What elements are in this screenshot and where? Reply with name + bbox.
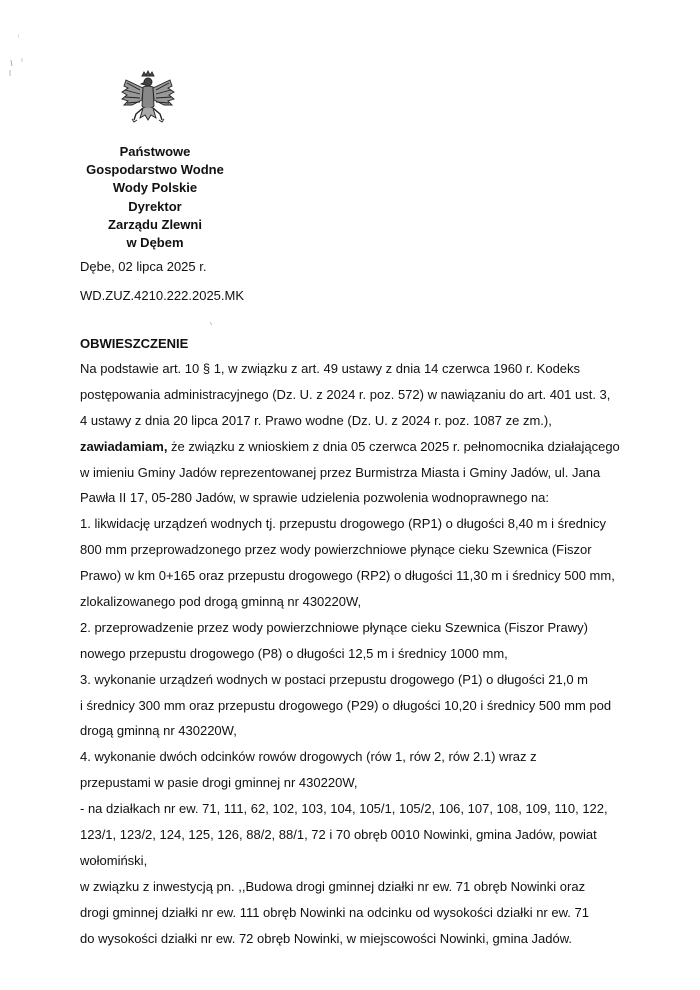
polish-eagle-emblem-icon (118, 70, 178, 140)
reference-number: WD.ZUZ.4210.222.2025.MK (80, 288, 245, 303)
body-line: - na działkach nr ew. 71, 111, 62, 102, 103, 104, 105/1, 105/2, 106, 107, 108, 109, 110, 122, (80, 801, 608, 817)
body-line: drogi gminnej działki nr ew. 111 obręb Nowinki na odcinku od wysokości działki nr ew. 71 (80, 904, 589, 920)
header-line: Państwowe (119, 144, 191, 159)
body-line: w imieniu Gminy Jadów reprezentowanej przez Burmistrza Miasta i Gminy Jadów, ul. Jana (80, 464, 601, 480)
body-line: wołomiński, (80, 852, 148, 868)
body-line: do wysokości działki nr ew. 72 obręb Nowinki, w miejscowości Nowinki, gmina Jadów. (80, 930, 573, 946)
document-body (80, 356, 640, 951)
header-line: Zarządu Zlewni (108, 216, 202, 232)
body-line: w związku z inwestycją pn. ,,Budowa drogi gminnej działki nr ew. 71 obręb Nowinki oraz (80, 878, 586, 894)
body-line: Prawo) w km 0+165 oraz przepustu drogowego (RP2) o długości 11,30 m i średnicy 500 mm, (80, 568, 615, 584)
body-line: 123/1, 123/2, 124, 125, 126, 88/2, 88/1, 72 i 70 obręb 0010 Nowinki, gmina Jadów, powiat (80, 827, 597, 843)
body-line: przepustami w pasie drogi gminnej nr 430220W, (80, 775, 358, 791)
document-date: Dębe, 02 lipca 2025 r. (80, 259, 207, 274)
body-line: 2. przeprowadzenie przez wody powierzchniowe płynące cieku Szewnica (Fiszor Prawy) (80, 619, 588, 635)
body-line: nowego przepustu drogowego (P8) o długości 12,5 m i średnicy 1000 mm, (80, 645, 508, 661)
body-line: Pawła II 17, 05-280 Jadów, w sprawie udzielenia pozwolenia wodnoprawnego na: (80, 490, 550, 506)
document-title: OBWIESZCZENIE (80, 336, 189, 351)
body-line: i średnicy 300 mm oraz przepustu drogowego (P29) o długości 10,20 i średnicy 500 mm pod (80, 697, 612, 713)
body-text: że związku z wnioskiem z dnia 05 czerwca 2025 r. pełnomocnika działającego (167, 438, 620, 454)
header-line: Gospodarstwo Wodne (86, 162, 224, 178)
header-line: w Dębem (126, 235, 184, 251)
body-line: Na podstawie art. 10 § 1, w związku z art. 49 ustawy z dnia 14 czerwca 1960 r. Kodeks (80, 361, 581, 376)
body-line: 4 ustawy z dnia 20 lipca 2017 r. Prawo wodne (Dz. U. z 2024 r. poz. 1087 ze zm.), (80, 412, 552, 428)
body-line: drogą gminną nr 430220W, (80, 723, 237, 739)
body-line: 4. wykonanie dwóch odcinków rowów drogowych (rów 1, rów 2, rów 2.1) wraz z (80, 749, 537, 765)
body-line: 1. likwidację urządzeń wodnych tj. przepustu drogowego (RP1) o długości 8,40 m i średnicy (80, 516, 607, 532)
header-line: Dyrektor (128, 198, 182, 214)
body-line: 3. wykonanie urządzeń wodnych w postaci przepustu drogowego (P1) o długości 21,0 m (80, 671, 589, 687)
body-line: zlokalizowanego pod drogą gminną nr 430220W, (80, 594, 362, 610)
header-line: Wody Polskie (112, 180, 198, 196)
body-line: 800 mm przeprowadzonego przez wody powierzchniowe płynące cieku Szewnica (Fiszor (80, 542, 592, 558)
notify-keyword: zawiadamiam, (80, 438, 168, 454)
body-line (80, 434, 640, 460)
issuer-header (80, 143, 230, 252)
body-line: postępowania administracyjnego (Dz. U. z 2024 r. poz. 572) w nawiązaniu do art. 401 ust. 3, (80, 386, 611, 402)
